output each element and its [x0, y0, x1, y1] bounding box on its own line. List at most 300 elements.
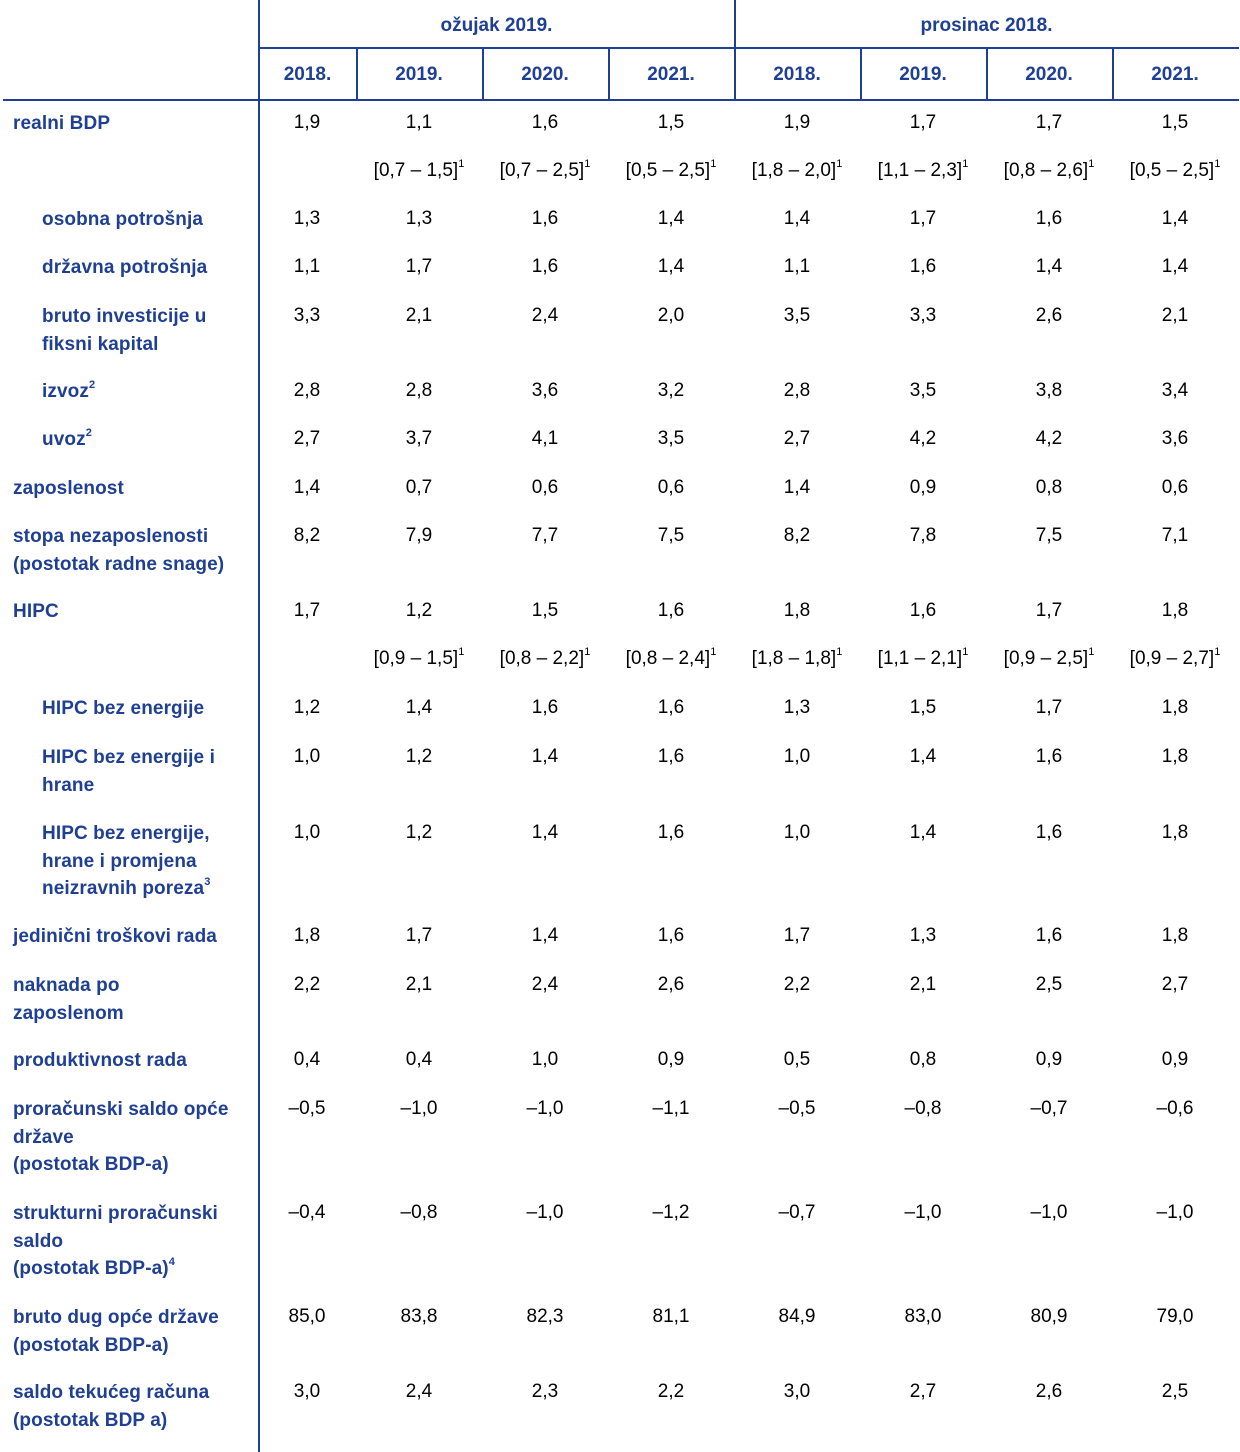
value-cell	[244, 208, 370, 230]
row-label-text: osobna potrošnja	[42, 209, 203, 230]
value-text: 1,9	[783, 112, 811, 133]
range-text: [0,9 – 2,5]	[1003, 648, 1089, 669]
value-text: 1,4	[531, 925, 559, 946]
value-text: 2,5	[1035, 974, 1063, 995]
value-text: 81,1	[652, 1306, 690, 1327]
value-cell	[1112, 1098, 1238, 1120]
value-text: 3,8	[1035, 380, 1063, 401]
value-text: 84,9	[778, 1306, 816, 1327]
row-label-text: jedinični troškovi rada	[13, 926, 217, 947]
value-cell	[356, 1098, 482, 1120]
value-text: 7,5	[1035, 525, 1063, 546]
value-text: –0,4	[288, 1202, 326, 1223]
range-cell	[356, 645, 482, 670]
value-cell	[608, 477, 734, 499]
value-text: 0,9	[1161, 1049, 1189, 1070]
value-cell	[356, 925, 482, 947]
value-text: 3,3	[293, 305, 321, 326]
value-cell	[356, 600, 482, 622]
value-cell	[986, 380, 1112, 402]
value-text: 3,5	[783, 305, 811, 326]
header-year: 2018.	[773, 64, 821, 85]
value-text: 1,3	[783, 697, 811, 718]
value-cell	[986, 428, 1112, 450]
row-label-text: uvoz	[42, 429, 86, 450]
value-text: 1,3	[405, 208, 433, 229]
value-text: 1,4	[909, 822, 937, 843]
row-label	[13, 1304, 253, 1359]
value-cell	[356, 477, 482, 499]
value-text: 1,5	[657, 112, 685, 133]
value-text: 0,9	[909, 477, 937, 498]
value-cell	[608, 380, 734, 402]
value-text: 1,4	[1035, 256, 1063, 277]
range-text: [0,8 – 2,4]	[625, 648, 711, 669]
footnote-marker: 1	[458, 157, 465, 170]
value-cell	[860, 428, 986, 450]
value-text: 2,8	[783, 380, 811, 401]
row-label	[13, 1379, 253, 1434]
value-text: 1,8	[1161, 600, 1189, 621]
value-cell	[356, 208, 482, 230]
value-text: 1,1	[293, 256, 321, 277]
range-cell	[860, 157, 986, 182]
value-cell	[860, 1049, 986, 1071]
value-cell	[608, 974, 734, 996]
value-text: 1,6	[1035, 822, 1063, 843]
value-cell	[608, 746, 734, 768]
value-text: 1,6	[531, 256, 559, 277]
value-cell	[356, 1202, 482, 1224]
footnote-marker: 1	[836, 645, 843, 658]
row-label	[13, 1200, 253, 1283]
value-text: 8,2	[783, 525, 811, 546]
value-text: 1,4	[783, 208, 811, 229]
range-text: [1,1 – 2,3]	[877, 160, 963, 181]
footnote-marker: 1	[1214, 645, 1221, 658]
value-cell	[860, 380, 986, 402]
value-text: 1,4	[1161, 256, 1189, 277]
value-text: 3,6	[531, 380, 559, 401]
value-cell	[356, 428, 482, 450]
row-label-text: bruto dug opće države (postotak BDP-a)	[13, 1307, 219, 1356]
value-text: 1,7	[909, 112, 937, 133]
value-text: 2,6	[1035, 305, 1063, 326]
value-text: 1,8	[293, 925, 321, 946]
value-text: 1,1	[783, 256, 811, 277]
header-year: 2018.	[283, 64, 332, 85]
range-cell	[986, 645, 1112, 670]
value-cell	[482, 1202, 608, 1224]
row-label	[13, 923, 253, 951]
value-cell	[482, 208, 608, 230]
range-cell	[1112, 645, 1238, 670]
value-cell	[482, 600, 608, 622]
value-text: 0,6	[531, 477, 559, 498]
value-text: 1,8	[1161, 697, 1189, 718]
footnote-marker: 1	[836, 157, 843, 170]
value-cell	[986, 600, 1112, 622]
value-text: –1,0	[400, 1098, 438, 1119]
value-text: 1,5	[909, 697, 937, 718]
value-cell	[1112, 1202, 1238, 1224]
range-cell	[1112, 157, 1238, 182]
value-cell	[608, 600, 734, 622]
divider-header-bottom	[3, 99, 1239, 101]
value-text: –0,7	[778, 1202, 816, 1223]
value-text: 0,6	[1161, 477, 1189, 498]
value-cell	[860, 925, 986, 947]
value-text: 1,7	[1035, 600, 1063, 621]
value-cell	[356, 112, 482, 134]
value-text: 1,6	[1035, 746, 1063, 767]
value-text: 1,8	[1161, 925, 1189, 946]
value-text: 1,8	[1161, 746, 1189, 767]
row-label-text: saldo tekućeg računa (postotak BDP a)	[13, 1382, 210, 1431]
footnote-marker: 2	[88, 378, 96, 391]
value-text: 1,1	[405, 112, 433, 133]
range-cell	[356, 157, 482, 182]
value-cell	[1112, 925, 1238, 947]
value-cell	[734, 746, 860, 768]
value-text: 3,0	[293, 1381, 321, 1402]
value-text: 1,0	[531, 1049, 559, 1070]
value-text: 1,6	[909, 256, 937, 277]
value-text: 2,2	[293, 974, 321, 995]
value-cell	[244, 1306, 370, 1328]
value-text: 0,6	[657, 477, 685, 498]
value-text: 2,8	[293, 380, 321, 401]
value-text: 3,7	[405, 428, 433, 449]
value-cell	[734, 525, 860, 547]
range-text: [0,9 – 1,5]	[373, 648, 459, 669]
value-text: 2,2	[783, 974, 811, 995]
header-group-march-2019: ožujak 2019.	[440, 15, 553, 36]
value-text: 83,0	[904, 1306, 942, 1327]
range-cell	[608, 157, 734, 182]
value-text: 1,0	[293, 746, 321, 767]
value-text: 82,3	[526, 1306, 564, 1327]
header-year: 2021.	[647, 64, 695, 85]
divider-header-groups	[258, 47, 1239, 49]
value-cell	[734, 1098, 860, 1120]
value-cell	[244, 256, 370, 278]
value-text: –1,0	[1156, 1202, 1194, 1223]
range-cell	[482, 645, 608, 670]
value-cell	[244, 525, 370, 547]
value-cell	[356, 1306, 482, 1328]
value-cell	[1112, 305, 1238, 327]
value-cell	[986, 112, 1112, 134]
value-cell	[734, 1306, 860, 1328]
value-cell	[1112, 1306, 1238, 1328]
value-text: 1,6	[657, 697, 685, 718]
row-label	[42, 378, 252, 406]
value-text: 1,7	[1035, 112, 1063, 133]
value-cell	[1112, 1049, 1238, 1071]
footnote-marker: 1	[1088, 645, 1095, 658]
row-label-text: državna potrošnja	[42, 257, 208, 278]
value-cell	[1112, 600, 1238, 622]
header-year: 2020.	[1025, 64, 1073, 85]
value-cell	[482, 822, 608, 844]
value-cell	[860, 1381, 986, 1403]
value-cell	[860, 525, 986, 547]
value-text: 80,9	[1030, 1306, 1068, 1327]
value-cell	[244, 1381, 370, 1403]
value-text: 2,4	[405, 1381, 433, 1402]
value-cell	[860, 1306, 986, 1328]
value-text: 8,2	[293, 525, 321, 546]
value-cell	[1112, 746, 1238, 768]
footnote-marker: 1	[962, 645, 969, 658]
value-cell	[608, 1381, 734, 1403]
header-year: 2019.	[899, 64, 947, 85]
value-cell	[986, 208, 1112, 230]
row-label	[13, 598, 253, 626]
value-cell	[356, 822, 482, 844]
value-cell	[734, 1202, 860, 1224]
row-label	[42, 303, 252, 358]
value-cell	[608, 697, 734, 719]
value-cell	[482, 428, 608, 450]
value-cell	[356, 697, 482, 719]
value-text: 1,6	[531, 112, 559, 133]
value-text: 7,9	[405, 525, 433, 546]
header-year: 2021.	[1151, 64, 1199, 85]
value-cell	[734, 428, 860, 450]
footnote-marker: 1	[584, 157, 591, 170]
value-text: 2,1	[405, 974, 433, 995]
value-text: 0,9	[1035, 1049, 1063, 1070]
value-cell	[734, 822, 860, 844]
value-text: 1,7	[1035, 697, 1063, 718]
value-cell	[482, 925, 608, 947]
value-text: 4,2	[909, 428, 937, 449]
value-cell	[1112, 208, 1238, 230]
row-label	[42, 426, 252, 454]
row-label-text: proračunski saldo opće države (postotak BDP-a)	[13, 1099, 229, 1175]
row-label	[42, 744, 252, 799]
value-text: 2,2	[657, 1381, 685, 1402]
value-cell	[986, 477, 1112, 499]
value-cell	[734, 305, 860, 327]
value-cell	[860, 256, 986, 278]
value-cell	[986, 1098, 1112, 1120]
value-cell	[244, 974, 370, 996]
value-text: 1,4	[405, 697, 433, 718]
value-text: 0,8	[1035, 477, 1063, 498]
row-label	[13, 1096, 253, 1179]
value-cell	[860, 208, 986, 230]
value-cell	[244, 746, 370, 768]
row-label	[13, 972, 253, 1027]
value-cell	[734, 256, 860, 278]
value-text: 1,8	[1161, 822, 1189, 843]
value-cell	[860, 305, 986, 327]
value-text: 3,3	[909, 305, 937, 326]
value-cell	[482, 112, 608, 134]
row-label-text: izvoz	[42, 381, 89, 402]
value-text: 0,4	[405, 1049, 433, 1070]
row-label-text: HIPC bez energije, hrane i promjena neizravnih poreza	[42, 823, 210, 899]
value-cell	[608, 925, 734, 947]
value-cell	[734, 380, 860, 402]
value-text: 2,1	[405, 305, 433, 326]
value-cell	[608, 112, 734, 134]
header-group-december-2018: prosinac 2018.	[920, 15, 1053, 36]
value-cell	[734, 208, 860, 230]
value-text: 2,7	[1161, 974, 1189, 995]
value-text: 1,6	[1035, 925, 1063, 946]
value-text: 7,7	[531, 525, 559, 546]
footnote-marker: 1	[1088, 157, 1095, 170]
value-text: 1,9	[293, 112, 321, 133]
row-label-text: realni BDP	[13, 113, 111, 134]
range-cell	[986, 157, 1112, 182]
footnote-marker: 2	[85, 426, 92, 439]
footnote-marker: 1	[584, 645, 591, 658]
value-text: 83,8	[400, 1306, 438, 1327]
value-text: –1,2	[652, 1202, 690, 1223]
header-year: 2019.	[395, 64, 443, 85]
header-year: 2020.	[521, 64, 569, 85]
value-cell	[356, 974, 482, 996]
value-cell	[356, 525, 482, 547]
value-text: 1,2	[293, 697, 321, 718]
value-cell	[860, 822, 986, 844]
value-cell	[608, 256, 734, 278]
value-cell	[1112, 697, 1238, 719]
value-cell	[356, 256, 482, 278]
value-cell	[244, 112, 370, 134]
value-text: 2,7	[783, 428, 811, 449]
value-text: 1,5	[531, 600, 559, 621]
value-text: 0,4	[293, 1049, 321, 1070]
row-label	[42, 695, 252, 723]
value-cell	[608, 1202, 734, 1224]
value-cell	[734, 477, 860, 499]
value-text: 1,0	[783, 822, 811, 843]
value-cell	[986, 1049, 1112, 1071]
row-label	[13, 523, 253, 578]
value-cell	[482, 1306, 608, 1328]
value-cell	[244, 380, 370, 402]
value-text: 1,5	[1161, 112, 1189, 133]
value-cell	[860, 974, 986, 996]
range-cell	[482, 157, 608, 182]
value-cell	[482, 1049, 608, 1071]
value-cell	[986, 1202, 1112, 1224]
value-text: 1,7	[293, 600, 321, 621]
range-text: [0,7 – 2,5]	[499, 160, 585, 181]
value-cell	[356, 305, 482, 327]
value-cell	[482, 1381, 608, 1403]
value-text: 3,0	[783, 1381, 811, 1402]
value-text: 1,6	[657, 822, 685, 843]
value-cell	[482, 1098, 608, 1120]
value-text: 1,3	[909, 925, 937, 946]
row-label-text: HIPC bez energije i hrane	[42, 747, 215, 796]
value-text: 0,9	[657, 1049, 685, 1070]
value-cell	[734, 1049, 860, 1071]
value-cell	[482, 974, 608, 996]
value-cell	[608, 525, 734, 547]
value-text: 1,2	[405, 600, 433, 621]
value-text: 2,7	[909, 1381, 937, 1402]
value-text: 3,6	[1161, 428, 1189, 449]
value-cell	[986, 305, 1112, 327]
row-label-text: produktivnost rada	[13, 1050, 187, 1071]
value-text: 0,8	[909, 1049, 937, 1070]
value-cell	[482, 746, 608, 768]
value-cell	[356, 1381, 482, 1403]
value-cell	[1112, 822, 1238, 844]
value-cell	[734, 1381, 860, 1403]
value-text: 2,5	[1161, 1381, 1189, 1402]
value-cell	[1112, 256, 1238, 278]
row-label-text: zaposlenost	[13, 478, 124, 499]
value-cell	[244, 925, 370, 947]
value-cell	[356, 380, 482, 402]
value-cell	[986, 1381, 1112, 1403]
value-text: 2,1	[909, 974, 937, 995]
value-text: 1,4	[909, 746, 937, 767]
range-text: [0,5 – 2,5]	[1129, 160, 1215, 181]
value-text: 1,7	[405, 925, 433, 946]
value-text: 1,6	[657, 600, 685, 621]
value-text: 1,6	[657, 746, 685, 767]
value-cell	[1112, 477, 1238, 499]
value-text: 79,0	[1156, 1306, 1194, 1327]
value-cell	[734, 697, 860, 719]
value-text: –1,0	[904, 1202, 942, 1223]
range-cell	[860, 645, 986, 670]
value-text: 1,0	[293, 822, 321, 843]
value-cell	[608, 428, 734, 450]
value-cell	[986, 256, 1112, 278]
value-cell	[734, 112, 860, 134]
range-text: [0,9 – 2,7]	[1129, 648, 1215, 669]
row-label	[13, 1047, 253, 1075]
value-cell	[244, 477, 370, 499]
row-label	[13, 475, 253, 503]
value-text: 2,0	[657, 305, 685, 326]
footnote-marker: 1	[1214, 157, 1221, 170]
value-text: 3,2	[657, 380, 685, 401]
value-cell	[986, 697, 1112, 719]
value-cell	[734, 925, 860, 947]
value-cell	[1112, 525, 1238, 547]
value-text: 2,7	[293, 428, 321, 449]
value-cell	[482, 305, 608, 327]
value-text: 1,4	[531, 746, 559, 767]
range-cell	[734, 645, 860, 670]
row-label-text: strukturni proračunski saldo (postotak BDP-a)	[13, 1203, 218, 1279]
row-label-text: HIPC	[13, 601, 59, 622]
value-text: 2,4	[531, 974, 559, 995]
value-cell	[244, 1049, 370, 1071]
value-cell	[482, 525, 608, 547]
value-text: –0,5	[288, 1098, 326, 1119]
footnote-marker: 1	[710, 645, 717, 658]
value-text: 4,1	[531, 428, 559, 449]
value-cell	[986, 746, 1112, 768]
value-cell	[860, 697, 986, 719]
value-cell	[860, 600, 986, 622]
value-text: 1,8	[783, 600, 811, 621]
value-cell	[244, 697, 370, 719]
